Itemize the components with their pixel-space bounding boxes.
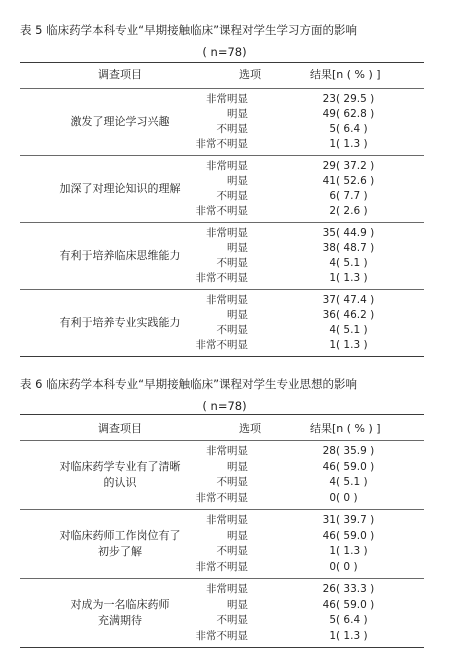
table6-title: 表 6 临床药学本科专业“早期接触临床”课程对学生专业思想的影响 [20,377,358,391]
result-count: 6 [329,190,336,202]
result-value [310,582,396,597]
table-group [20,222,424,289]
result-value [310,598,396,613]
option-label: 非常不明显 [195,560,248,573]
result-percent: ( 29.5 ) [336,93,375,105]
option-label: 明显 [227,598,248,611]
option-label: 非常不明显 [195,138,248,150]
result-percent: ( 47.4 ) [336,294,375,306]
result-percent: ( 59.0 ) [336,460,375,473]
result-count: 49 [322,108,336,120]
table-row [20,226,424,241]
option-label: 明显 [227,242,248,254]
result-count: 31 [322,514,336,526]
table-row [20,582,424,597]
result-percent: ( 59.0 ) [336,529,375,542]
result-value [310,241,396,256]
result-count: 35 [322,227,336,239]
result-percent: ( 5.1 ) [336,257,368,269]
header-option: 选项 [239,422,261,435]
result-percent: ( 5.1 ) [336,324,368,336]
result-count: 4 [329,257,336,269]
result-count: 0 [329,491,336,504]
result-count: 46 [322,598,336,611]
header-item: 调查项目 [98,422,142,435]
result-percent: ( 1.3 ) [336,545,368,557]
table-row [20,174,424,189]
header-result: 结果[n ( % ) ] [310,68,381,81]
table-row [20,107,424,122]
result-value [310,226,396,241]
option-label: 不明显 [216,545,248,557]
result-count: 0 [329,560,336,573]
result-value [310,308,396,323]
table-row [20,513,424,528]
result-value [310,444,396,459]
option-label: 非常明显 [206,583,248,595]
option-label: 不明显 [216,190,248,202]
table-row [20,598,424,613]
result-count: 1 [329,138,336,150]
result-percent: ( 7.7 ) [336,190,368,202]
result-count: 4 [329,324,336,336]
table-row [20,137,424,152]
option-label: 非常明显 [206,160,248,172]
table-row [20,338,424,353]
result-value [310,107,396,122]
table-row [20,444,424,459]
table-group [20,440,424,509]
result-count: 46 [322,529,336,542]
option-label: 非常不明显 [195,339,248,351]
result-percent: ( 1.3 ) [336,339,368,351]
result-value [310,475,396,490]
result-value [310,544,396,559]
result-percent: ( 48.7 ) [336,242,375,254]
survey-item: 有利于培养临床思维能力 [59,249,181,262]
result-count: 1 [329,272,336,284]
result-value [310,256,396,271]
table-row [20,544,424,559]
result-count: 2 [329,205,336,217]
result-count: 46 [322,460,336,473]
result-value [310,137,396,152]
table6-sample-size: ( n=78) [202,399,247,413]
table-row [20,189,424,204]
header-item: 调查项目 [98,68,142,81]
table-row [20,92,424,107]
table-row [20,491,424,506]
option-label: 不明显 [216,123,248,135]
result-count: 41 [322,175,336,187]
result-percent: ( 6.4 ) [336,614,368,626]
option-label: 非常不明显 [195,491,248,504]
option-label: 不明显 [216,257,248,269]
result-count: 1 [329,545,336,557]
bottom-rule [20,356,424,357]
table-row [20,460,424,475]
header-option: 选项 [239,68,261,81]
table-row [20,629,424,644]
option-label: 明显 [227,108,248,120]
option-label: 非常不明显 [195,205,248,217]
result-percent: ( 0 ) [336,491,358,504]
result-value [310,529,396,544]
result-value [310,460,396,475]
table5-title: 表 5 临床药学本科专业“早期接触临床”课程对学生学习方面的影响 [20,23,358,37]
result-count: 1 [329,629,336,642]
result-value [310,613,396,628]
survey-item: 初步了解 [98,545,142,558]
table-row [20,613,424,628]
result-percent: ( 1.3 ) [336,138,368,150]
table-group [20,155,424,222]
result-count: 36 [322,309,336,321]
table-row [20,122,424,137]
table-row [20,256,424,271]
table-row [20,293,424,308]
survey-item: 的认识 [103,476,137,489]
table-row [20,529,424,544]
table-group [20,578,424,647]
result-percent: ( 62.8 ) [336,108,375,120]
result-value [310,560,396,575]
result-percent: ( 35.9 ) [336,445,375,457]
table-group [20,289,424,356]
result-count: 5 [329,123,336,135]
survey-item: 对临床药师工作岗位有了 [59,529,181,542]
option-label: 非常明显 [206,294,248,306]
result-value [310,491,396,506]
result-percent: ( 37.2 ) [336,160,375,172]
survey-item: 对临床药学专业有了清晰 [59,460,181,473]
result-percent: ( 6.4 ) [336,123,368,135]
result-percent: ( 46.2 ) [336,309,375,321]
result-percent: ( 0 ) [336,560,358,573]
result-value [310,338,396,353]
table-row [20,308,424,323]
result-percent: ( 1.3 ) [336,629,368,642]
table-group [20,509,424,578]
result-percent: ( 39.7 ) [336,514,375,526]
result-value [310,159,396,174]
result-value [310,323,396,338]
table-row [20,204,424,219]
survey-item: 激发了理论学习兴趣 [70,115,170,128]
option-label: 不明显 [216,476,248,488]
option-label: 非常明显 [206,514,248,526]
result-percent: ( 1.3 ) [336,272,368,284]
survey-item: 对成为一名临床药师 [70,598,170,611]
result-percent: ( 44.9 ) [336,227,375,239]
result-count: 1 [329,339,336,351]
result-count: 29 [322,160,336,172]
survey-item: 充满期待 [98,614,142,627]
result-percent: ( 5.1 ) [336,476,368,488]
survey-item: 加深了对理论知识的理解 [59,182,181,195]
header-result: 结果[n ( % ) ] [310,422,381,435]
result-percent: ( 2.6 ) [336,205,368,217]
option-label: 明显 [227,529,248,542]
table-row [20,323,424,338]
table-group [20,88,424,155]
option-label: 明显 [227,175,248,187]
bottom-rule [20,647,424,648]
option-label: 非常明显 [206,227,248,239]
result-value [310,513,396,528]
result-count: 4 [329,476,336,488]
result-value [310,122,396,137]
result-count: 37 [322,294,336,306]
survey-item: 有利于培养专业实践能力 [59,316,181,329]
option-label: 不明显 [216,614,248,626]
option-label: 不明显 [216,324,248,336]
table-row [20,159,424,174]
result-value [310,92,396,107]
option-label: 明显 [227,460,248,473]
table-row [20,475,424,490]
option-label: 非常明显 [206,93,248,105]
result-count: 26 [322,583,336,595]
option-label: 非常不明显 [195,629,248,642]
result-percent: ( 59.0 ) [336,598,375,611]
result-value [310,293,396,308]
result-count: 28 [322,445,336,457]
top-rule [20,62,424,63]
result-percent: ( 52.6 ) [336,175,375,187]
option-label: 非常明显 [206,445,248,457]
option-label: 明显 [227,309,248,321]
option-label: 非常不明显 [195,272,248,284]
result-percent: ( 33.3 ) [336,583,375,595]
result-value [310,204,396,219]
table-row [20,560,424,575]
table-row [20,271,424,286]
table5-sample-size: ( n=78) [202,45,247,59]
table-row [20,241,424,256]
result-count: 38 [322,242,336,254]
result-count: 23 [322,93,336,105]
result-count: 5 [329,614,336,626]
top-rule [20,414,424,415]
result-value [310,174,396,189]
result-value [310,629,396,644]
result-value [310,189,396,204]
result-value [310,271,396,286]
